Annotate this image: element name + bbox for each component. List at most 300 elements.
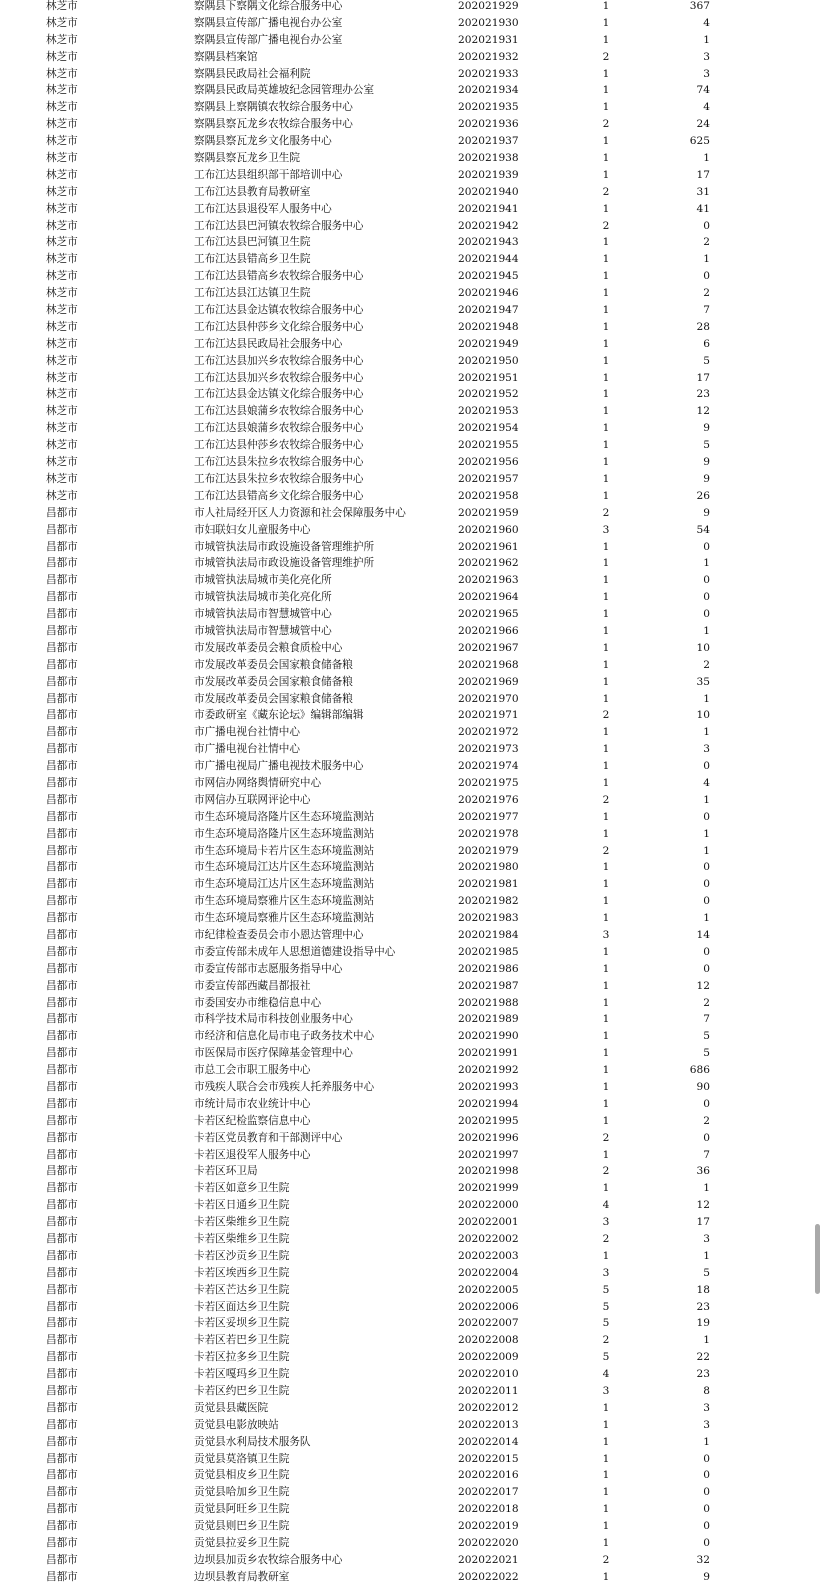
city-cell: 林芝市 xyxy=(46,219,78,232)
city-cell: 昌都市 xyxy=(46,608,78,621)
hiring-count-cell: 1 xyxy=(602,912,610,925)
unit-name-cell: 市经济和信息化局市电子政务技术中心 xyxy=(194,1030,375,1043)
hiring-count-cell: 1 xyxy=(602,743,610,756)
city-cell: 昌都市 xyxy=(46,793,78,806)
city-cell: 昌都市 xyxy=(46,1570,78,1583)
table-row xyxy=(0,66,828,83)
applicant-count-cell: 90 xyxy=(696,1081,710,1093)
position-code-cell: 202021992 xyxy=(458,1064,519,1077)
city-cell: 昌都市 xyxy=(46,743,78,756)
unit-name-cell: 市广播电视局广播电视技术服务中心 xyxy=(194,760,364,773)
city-cell: 昌都市 xyxy=(46,641,78,654)
unit-name-cell: 市委宣传部市志愿服务指导中心 xyxy=(194,962,343,975)
city-cell: 昌都市 xyxy=(46,591,78,604)
position-code-cell: 202021943 xyxy=(458,236,519,249)
hiring-count-cell: 1 xyxy=(602,1097,610,1110)
hiring-count-cell: 1 xyxy=(602,354,610,367)
table-row xyxy=(0,1163,828,1180)
table-row xyxy=(0,1400,828,1417)
table-row xyxy=(0,32,828,49)
position-code-cell: 202022012 xyxy=(458,1401,519,1414)
table-row xyxy=(0,1569,828,1586)
table-row xyxy=(0,1062,828,1079)
scrollbar-thumb[interactable] xyxy=(815,1224,820,1294)
applicant-count-cell: 31 xyxy=(696,185,710,198)
table-row xyxy=(0,0,828,15)
unit-name-cell: 贡觉县县藏医院 xyxy=(194,1401,269,1414)
hiring-count-cell: 1 xyxy=(602,16,610,29)
unit-name-cell: 察隅县民政局社会福利院 xyxy=(194,67,311,80)
hiring-count-cell: 4 xyxy=(602,1199,610,1212)
unit-name-cell: 贡觉县水利局技术服务队 xyxy=(194,1435,311,1448)
applicant-count-cell: 0 xyxy=(703,1537,710,1550)
position-code-cell: 202021965 xyxy=(458,608,519,621)
unit-name-cell: 市妇联妇女儿童服务中心 xyxy=(194,523,311,536)
unit-name-cell: 卡若区如意乡卫生院 xyxy=(194,1182,290,1195)
position-code-cell: 202021966 xyxy=(458,624,519,637)
hiring-count-cell: 2 xyxy=(602,1131,610,1144)
applicant-count-cell: 625 xyxy=(689,135,710,148)
hiring-count-cell: 1 xyxy=(602,320,610,333)
hiring-count-cell: 2 xyxy=(602,844,610,857)
table-row xyxy=(0,403,828,420)
unit-name-cell: 卡若区面达乡卫生院 xyxy=(194,1300,290,1313)
hiring-count-cell: 1 xyxy=(602,135,610,148)
position-code-cell: 202021995 xyxy=(458,1114,519,1127)
table-row xyxy=(0,809,828,826)
city-cell: 昌都市 xyxy=(46,709,78,722)
applicant-count-cell: 1 xyxy=(703,1182,710,1195)
city-cell: 昌都市 xyxy=(46,574,78,587)
position-code-cell: 202021937 xyxy=(458,135,519,148)
unit-name-cell: 市总工会市职工服务中心 xyxy=(194,1064,311,1077)
city-cell: 昌都市 xyxy=(46,1030,78,1043)
applicant-count-cell: 1 xyxy=(703,1435,710,1448)
position-code-cell: 202021998 xyxy=(458,1165,519,1178)
unit-name-cell: 市生态环境局洛隆片区生态环境监测站 xyxy=(194,827,375,840)
table-row xyxy=(0,826,828,843)
table-row xyxy=(0,505,828,522)
position-code-cell: 202021929 xyxy=(458,0,519,12)
unit-name-cell: 市委国安办市维稳信息中心 xyxy=(194,996,322,1009)
position-code-cell: 202021930 xyxy=(458,16,519,29)
unit-name-cell: 卡若区环卫局 xyxy=(194,1165,258,1178)
position-code-cell: 202021972 xyxy=(458,726,519,739)
city-cell: 昌都市 xyxy=(46,945,78,958)
table-row xyxy=(0,1079,828,1096)
applicant-count-cell: 1 xyxy=(703,1334,710,1347)
table-row xyxy=(0,420,828,437)
table-row xyxy=(0,893,828,910)
table-row xyxy=(0,1332,828,1349)
city-cell: 昌都市 xyxy=(46,624,78,637)
hiring-count-cell: 1 xyxy=(602,337,610,350)
hiring-count-cell: 1 xyxy=(602,641,610,654)
hiring-count-cell: 3 xyxy=(602,523,610,536)
position-code-cell: 202022019 xyxy=(458,1520,519,1533)
city-cell: 昌都市 xyxy=(46,658,78,671)
table-row xyxy=(0,1147,828,1164)
unit-name-cell: 卡若区约巴乡卫生院 xyxy=(194,1385,290,1398)
table-row xyxy=(0,471,828,488)
unit-name-cell: 工布江达县退役军人服务中心 xyxy=(194,202,332,215)
position-code-cell: 202021941 xyxy=(458,202,519,215)
applicant-count-cell: 2 xyxy=(703,1114,710,1127)
unit-name-cell: 市科学技术局市科技创业服务中心 xyxy=(194,1013,353,1026)
hiring-count-cell: 1 xyxy=(602,1537,610,1550)
applicant-count-cell: 23 xyxy=(696,1300,710,1313)
applicant-count-cell: 0 xyxy=(703,608,710,621)
applicant-count-cell: 1 xyxy=(703,624,710,637)
hiring-count-cell: 1 xyxy=(602,675,610,688)
unit-name-cell: 工布江达县仲莎乡农牧综合服务中心 xyxy=(194,439,364,452)
table-row xyxy=(0,437,828,454)
city-cell: 昌都市 xyxy=(46,878,78,891)
table-row xyxy=(0,792,828,809)
city-cell: 林芝市 xyxy=(46,0,78,12)
unit-name-cell: 卡若区沙贡乡卫生院 xyxy=(194,1249,290,1262)
table-row xyxy=(0,1467,828,1484)
position-code-cell: 202021983 xyxy=(458,912,519,925)
position-code-cell: 202022003 xyxy=(458,1249,519,1262)
position-code-cell: 202021951 xyxy=(458,371,519,384)
city-cell: 昌都市 xyxy=(46,1131,78,1144)
table-row xyxy=(0,1535,828,1552)
city-cell: 昌都市 xyxy=(46,1520,78,1533)
applicant-count-cell: 2 xyxy=(703,236,710,249)
city-cell: 林芝市 xyxy=(46,422,78,435)
table-row xyxy=(0,167,828,184)
city-cell: 昌都市 xyxy=(46,506,78,519)
hiring-count-cell: 1 xyxy=(602,557,610,570)
position-code-cell: 202022014 xyxy=(458,1435,519,1448)
hiring-count-cell: 1 xyxy=(602,574,610,587)
unit-name-cell: 察隅县下察隅文化综合服务中心 xyxy=(194,0,343,12)
table-row xyxy=(0,1349,828,1366)
applicant-count-cell: 4 xyxy=(703,101,710,114)
applicant-count-cell: 7 xyxy=(703,304,710,317)
applicant-count-cell: 41 xyxy=(696,202,710,215)
city-cell: 昌都市 xyxy=(46,1300,78,1313)
position-code-cell: 202022020 xyxy=(458,1537,519,1550)
table-row xyxy=(0,15,828,32)
city-cell: 昌都市 xyxy=(46,1283,78,1296)
unit-name-cell: 市发展改革委员会粮食质检中心 xyxy=(194,641,343,654)
table-row xyxy=(0,302,828,319)
position-code-cell: 202022004 xyxy=(458,1266,519,1279)
city-cell: 昌都市 xyxy=(46,810,78,823)
hiring-count-cell: 1 xyxy=(602,1148,610,1161)
position-code-cell: 202022002 xyxy=(458,1233,519,1246)
hiring-count-cell: 1 xyxy=(602,1570,610,1583)
unit-name-cell: 边坝县教育局教研室 xyxy=(194,1570,290,1583)
city-cell: 昌都市 xyxy=(46,1097,78,1110)
city-cell: 昌都市 xyxy=(46,557,78,570)
city-cell: 昌都市 xyxy=(46,1503,78,1516)
city-cell: 林芝市 xyxy=(46,101,78,114)
unit-name-cell: 贡觉县则巴乡卫生院 xyxy=(194,1520,290,1533)
applicant-count-cell: 4 xyxy=(703,776,710,789)
unit-name-cell: 卡若区若巴乡卫生院 xyxy=(194,1334,290,1347)
hiring-count-cell: 1 xyxy=(602,658,610,671)
position-code-cell: 202021935 xyxy=(458,101,519,114)
applicant-count-cell: 3 xyxy=(703,743,710,756)
position-code-cell: 202021999 xyxy=(458,1182,519,1195)
applicant-count-cell: 686 xyxy=(689,1064,710,1077)
city-cell: 林芝市 xyxy=(46,50,78,63)
applicant-count-cell: 4 xyxy=(703,16,710,29)
hiring-count-cell: 1 xyxy=(602,1469,610,1482)
unit-name-cell: 察隅县民政局英雄坡纪念园管理办公室 xyxy=(194,84,375,97)
hiring-count-cell: 1 xyxy=(602,33,610,46)
position-code-cell: 202021932 xyxy=(458,50,519,63)
position-code-cell: 202021948 xyxy=(458,320,519,333)
applicant-count-cell: 9 xyxy=(703,456,710,469)
city-cell: 昌都市 xyxy=(46,1233,78,1246)
city-cell: 昌都市 xyxy=(46,912,78,925)
applicant-count-cell: 1 xyxy=(703,253,710,266)
applicant-count-cell: 3 xyxy=(703,1233,710,1246)
city-cell: 林芝市 xyxy=(46,405,78,418)
hiring-count-cell: 1 xyxy=(602,608,610,621)
unit-name-cell: 贡觉县哈加乡卫生院 xyxy=(194,1486,290,1499)
applicant-count-cell: 0 xyxy=(703,1097,710,1110)
table-row xyxy=(0,539,828,556)
unit-name-cell: 卡若区嘎玛乡卫生院 xyxy=(194,1368,290,1381)
table-row xyxy=(0,99,828,116)
unit-name-cell: 市发展改革委员会国家粮食储备粮 xyxy=(194,658,353,671)
hiring-count-cell: 1 xyxy=(602,253,610,266)
applicant-count-cell: 36 xyxy=(696,1165,710,1178)
applicant-count-cell: 0 xyxy=(703,895,710,908)
position-code-cell: 202021945 xyxy=(458,270,519,283)
hiring-count-cell: 1 xyxy=(602,1435,610,1448)
city-cell: 林芝市 xyxy=(46,456,78,469)
position-code-cell: 202021976 xyxy=(458,793,519,806)
applicant-count-cell: 0 xyxy=(703,861,710,874)
hiring-count-cell: 2 xyxy=(602,709,610,722)
applicant-count-cell: 0 xyxy=(703,591,710,604)
unit-name-cell: 市发展改革委员会国家粮食储备粮 xyxy=(194,675,353,688)
city-cell: 林芝市 xyxy=(46,472,78,485)
applicant-count-cell: 5 xyxy=(703,1047,710,1060)
hiring-count-cell: 1 xyxy=(602,1486,610,1499)
position-code-cell: 202021969 xyxy=(458,675,519,688)
table-row xyxy=(0,1197,828,1214)
position-code-cell: 202021961 xyxy=(458,540,519,553)
unit-name-cell: 市生态环境局洛隆片区生态环境监测站 xyxy=(194,810,375,823)
city-cell: 昌都市 xyxy=(46,1351,78,1364)
position-code-cell: 202021996 xyxy=(458,1131,519,1144)
applicant-count-cell: 2 xyxy=(703,996,710,1009)
city-cell: 昌都市 xyxy=(46,540,78,553)
hiring-count-cell: 2 xyxy=(602,1165,610,1178)
applicant-count-cell: 0 xyxy=(703,1469,710,1482)
table-row xyxy=(0,116,828,133)
hiring-count-cell: 4 xyxy=(602,1368,610,1381)
city-cell: 林芝市 xyxy=(46,354,78,367)
city-cell: 林芝市 xyxy=(46,168,78,181)
hiring-count-cell: 1 xyxy=(602,591,610,604)
applicant-count-cell: 5 xyxy=(703,354,710,367)
hiring-count-cell: 1 xyxy=(602,489,610,502)
position-code-cell: 202021987 xyxy=(458,979,519,992)
unit-name-cell: 工布江达县娘蒲乡农牧综合服务中心 xyxy=(194,405,364,418)
unit-name-cell: 市委宣传部未成年人思想道德建设指导中心 xyxy=(194,945,396,958)
table-row xyxy=(0,218,828,235)
table-row xyxy=(0,251,828,268)
hiring-count-cell: 1 xyxy=(602,388,610,401)
hiring-count-cell: 1 xyxy=(602,439,610,452)
hiring-count-cell: 5 xyxy=(602,1317,610,1330)
position-code-cell: 202021990 xyxy=(458,1030,519,1043)
city-cell: 昌都市 xyxy=(46,1317,78,1330)
applicant-count-cell: 54 xyxy=(696,523,710,536)
table-row xyxy=(0,843,828,860)
city-cell: 昌都市 xyxy=(46,1165,78,1178)
applicant-count-cell: 2 xyxy=(703,287,710,300)
hiring-count-cell: 1 xyxy=(602,996,610,1009)
unit-name-cell: 贡觉县阿旺乡卫生院 xyxy=(194,1503,290,1516)
table-row xyxy=(0,1501,828,1518)
unit-name-cell: 市发展改革委员会国家粮食储备粮 xyxy=(194,692,353,705)
unit-name-cell: 市委政研室《藏东论坛》编辑部编辑 xyxy=(194,709,364,722)
hiring-count-cell: 2 xyxy=(602,793,610,806)
unit-name-cell: 察隅县上察隅镇农牧综合服务中心 xyxy=(194,101,353,114)
unit-name-cell: 察隅县档案馆 xyxy=(194,50,258,63)
table-row xyxy=(0,1180,828,1197)
applicant-count-cell: 17 xyxy=(696,168,710,181)
applicant-count-cell: 6 xyxy=(703,337,710,350)
position-code-cell: 202021955 xyxy=(458,439,519,452)
unit-name-cell: 察隅县察瓦龙乡卫生院 xyxy=(194,152,300,165)
unit-name-cell: 市城管执法局市智慧城管中心 xyxy=(194,608,332,621)
position-code-cell: 202021960 xyxy=(458,523,519,536)
hiring-count-cell: 1 xyxy=(602,979,610,992)
city-cell: 昌都市 xyxy=(46,1114,78,1127)
unit-name-cell: 市网信办互联网评论中心 xyxy=(194,793,311,806)
position-code-cell: 202021967 xyxy=(458,641,519,654)
position-code-cell: 202021962 xyxy=(458,557,519,570)
table-row xyxy=(0,1248,828,1265)
applicant-count-cell: 22 xyxy=(696,1351,710,1364)
unit-name-cell: 市委宣传部西藏昌都报社 xyxy=(194,979,311,992)
applicant-count-cell: 3 xyxy=(703,67,710,80)
applicant-count-cell: 0 xyxy=(703,760,710,773)
position-code-cell: 202022013 xyxy=(458,1418,519,1431)
table-row xyxy=(0,488,828,505)
applicant-count-cell: 23 xyxy=(696,1368,710,1381)
unit-name-cell: 贡觉县莫洛镇卫生院 xyxy=(194,1452,290,1465)
position-code-cell: 202021994 xyxy=(458,1097,519,1110)
position-code-cell: 202021973 xyxy=(458,743,519,756)
applicant-count-cell: 0 xyxy=(703,540,710,553)
table-row xyxy=(0,944,828,961)
applicant-count-cell: 0 xyxy=(703,878,710,891)
hiring-count-cell: 1 xyxy=(602,692,610,705)
hiring-count-cell: 1 xyxy=(602,624,610,637)
unit-name-cell: 察隅县察瓦龙乡文化服务中心 xyxy=(194,135,332,148)
table-row xyxy=(0,522,828,539)
unit-name-cell: 市城管执法局市政设施设备管理维护所 xyxy=(194,540,375,553)
position-code-cell: 202021947 xyxy=(458,304,519,317)
position-code-cell: 202021985 xyxy=(458,945,519,958)
city-cell: 昌都市 xyxy=(46,523,78,536)
position-code-cell: 202021933 xyxy=(458,67,519,80)
unit-name-cell: 市城管执法局市政设施设备管理维护所 xyxy=(194,557,375,570)
applicant-count-cell: 1 xyxy=(703,827,710,840)
applicant-count-cell: 3 xyxy=(703,1418,710,1431)
position-code-cell: 202022008 xyxy=(458,1334,519,1347)
applicant-count-cell: 12 xyxy=(696,979,710,992)
position-code-cell: 202021950 xyxy=(458,354,519,367)
city-cell: 林芝市 xyxy=(46,84,78,97)
applicant-count-cell: 1 xyxy=(703,692,710,705)
city-cell: 林芝市 xyxy=(46,371,78,384)
unit-name-cell: 卡若区柴维乡卫生院 xyxy=(194,1233,290,1246)
table-row xyxy=(0,978,828,995)
position-code-cell: 202022018 xyxy=(458,1503,519,1516)
city-cell: 昌都市 xyxy=(46,1081,78,1093)
city-cell: 林芝市 xyxy=(46,33,78,46)
hiring-count-cell: 1 xyxy=(602,1030,610,1043)
unit-name-cell: 工布江达县组织部干部培训中心 xyxy=(194,168,343,181)
position-code-cell: 202021964 xyxy=(458,591,519,604)
table-row xyxy=(0,1045,828,1062)
table-row xyxy=(0,657,828,674)
position-code-cell: 202021939 xyxy=(458,168,519,181)
position-code-cell: 202021978 xyxy=(458,827,519,840)
unit-name-cell: 卡若区日通乡卫生院 xyxy=(194,1199,290,1212)
position-code-cell: 202021944 xyxy=(458,253,519,266)
applicant-count-cell: 2 xyxy=(703,658,710,671)
applicant-count-cell: 1 xyxy=(703,557,710,570)
hiring-count-cell: 1 xyxy=(602,895,610,908)
city-cell: 林芝市 xyxy=(46,320,78,333)
unit-name-cell: 卡若区芒达乡卫生院 xyxy=(194,1283,290,1296)
city-cell: 昌都市 xyxy=(46,827,78,840)
city-cell: 昌都市 xyxy=(46,895,78,908)
city-cell: 昌都市 xyxy=(46,726,78,739)
unit-name-cell: 市广播电视台社情中心 xyxy=(194,743,300,756)
hiring-count-cell: 1 xyxy=(602,101,610,114)
applicant-count-cell: 74 xyxy=(696,84,710,97)
applicant-count-cell: 0 xyxy=(703,945,710,958)
unit-name-cell: 市广播电视台社情中心 xyxy=(194,726,300,739)
position-code-cell: 202021952 xyxy=(458,388,519,401)
city-cell: 林芝市 xyxy=(46,287,78,300)
city-cell: 昌都市 xyxy=(46,1266,78,1279)
position-code-cell: 202022016 xyxy=(458,1469,519,1482)
unit-name-cell: 工布江达县仲莎乡文化综合服务中心 xyxy=(194,320,364,333)
position-code-cell: 202021956 xyxy=(458,456,519,469)
applicant-count-cell: 0 xyxy=(703,270,710,283)
unit-name-cell: 卡若区拉多乡卫生院 xyxy=(194,1351,290,1364)
applicant-count-cell: 0 xyxy=(703,219,710,232)
hiring-count-cell: 1 xyxy=(602,287,610,300)
city-cell: 昌都市 xyxy=(46,928,78,941)
position-code-cell: 202021984 xyxy=(458,928,519,941)
table-row xyxy=(0,572,828,589)
unit-name-cell: 卡若区党员教育和干部测评中心 xyxy=(194,1131,343,1144)
applicant-count-cell: 10 xyxy=(696,709,710,722)
position-code-cell: 202021988 xyxy=(458,996,519,1009)
unit-name-cell: 贡觉县电影放映站 xyxy=(194,1418,279,1431)
position-code-cell: 202021997 xyxy=(458,1148,519,1161)
table-row xyxy=(0,910,828,927)
applicant-count-cell: 1 xyxy=(703,726,710,739)
city-cell: 林芝市 xyxy=(46,253,78,266)
